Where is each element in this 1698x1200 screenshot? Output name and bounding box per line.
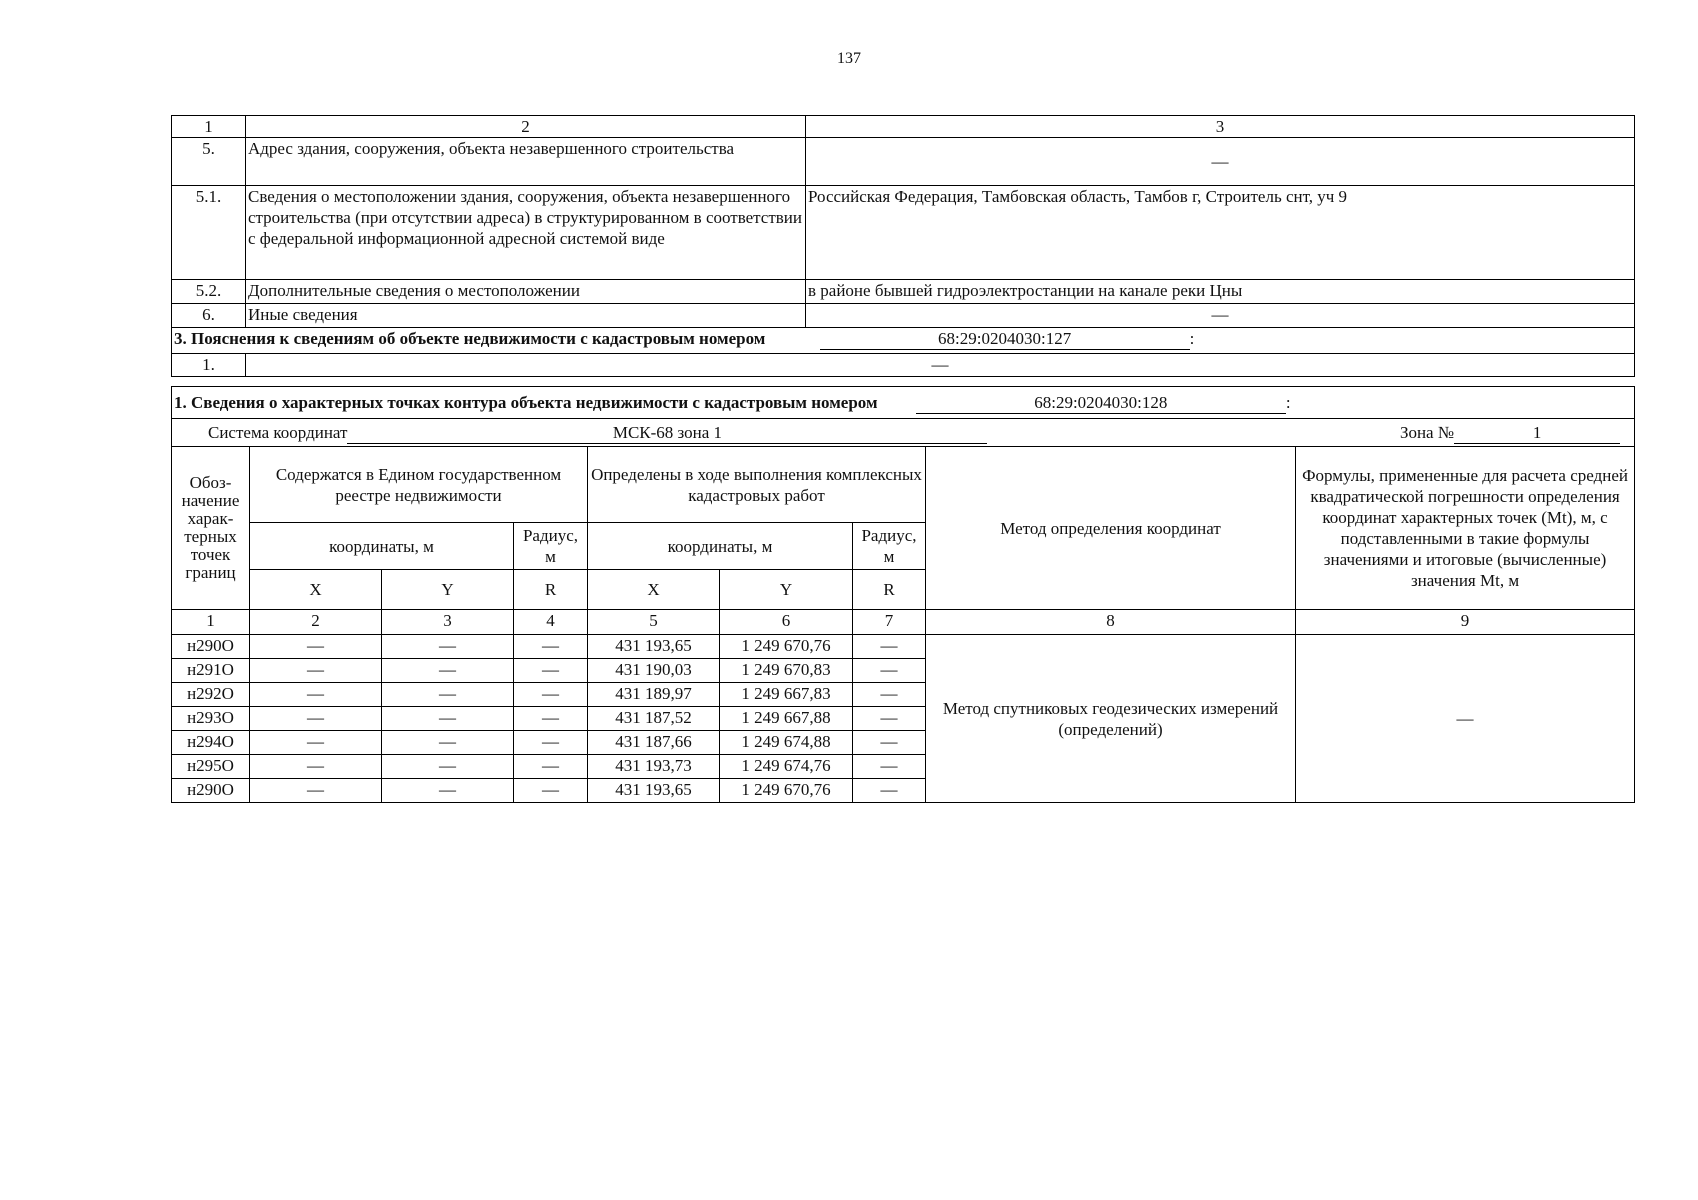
egrn-r: —	[514, 683, 588, 707]
egrn-x: —	[250, 779, 382, 803]
col-number: 5	[588, 610, 720, 635]
section-3-title: 3. Пояснения к сведениям об объекте недвижимости с кадастровым номером	[174, 329, 766, 348]
determined-r: —	[853, 707, 926, 731]
col-number: 4	[514, 610, 588, 635]
point-id: н293О	[172, 707, 250, 731]
col-number: 2	[250, 610, 382, 635]
point-id: н292О	[172, 683, 250, 707]
egrn-x: —	[250, 659, 382, 683]
points-title-row	[172, 387, 1635, 419]
egrn-radius-header: Радиус, м	[514, 523, 588, 570]
determined-y: 1 249 667,88	[720, 707, 853, 731]
points-title: 1. Сведения о характерных точках контура объекта недвижимости с кадастровым номером	[174, 392, 878, 412]
col-number: 3	[806, 116, 1635, 138]
egrn-header: Содержатся в Едином государственном реестре недвижимости	[250, 447, 588, 523]
coord-system-label: Система координат	[208, 422, 348, 442]
row-label: Адрес здания, сооружения, объекта незавершенного строительства	[246, 138, 806, 186]
section-3-title-row	[172, 328, 1635, 354]
egrn-x: —	[250, 635, 382, 659]
determined-r-header: R	[853, 570, 926, 610]
col-number: 8	[926, 610, 1296, 635]
section-3-cadastral-number: 68:29:0204030:127	[820, 329, 1190, 350]
egrn-x: —	[250, 683, 382, 707]
row-number: 5.2.	[172, 280, 246, 304]
row-value: в районе бывшей гидроэлектростанции на канале реки Цны	[806, 280, 1635, 304]
determined-header: Определены в ходе выполнения комплексных кадастровых работ	[588, 447, 926, 523]
determined-radius-header: Радиус, м	[853, 523, 926, 570]
column-number-row	[172, 610, 1635, 635]
determined-r: —	[853, 635, 926, 659]
col-number: 9	[1296, 610, 1635, 635]
point-id: н291О	[172, 659, 250, 683]
section-3-row	[172, 354, 1635, 377]
row-number: 6.	[172, 304, 246, 328]
determined-y-header: Y	[720, 570, 853, 610]
col-number: 1	[172, 116, 246, 138]
egrn-r: —	[514, 731, 588, 755]
zone-label: Зона №	[1399, 423, 1455, 442]
method-header: Метод определения координат	[926, 447, 1296, 610]
egrn-y: —	[382, 683, 514, 707]
determined-r: —	[853, 659, 926, 683]
determined-x: 431 187,66	[588, 731, 720, 755]
designation-header: Обоз-начение харак-терных точек границ	[172, 447, 250, 610]
determined-x-header: X	[588, 570, 720, 610]
row-value: —	[246, 354, 1635, 377]
egrn-y: —	[382, 707, 514, 731]
points-colon: :	[1285, 392, 1291, 412]
column-number-row	[172, 116, 1635, 138]
egrn-x: —	[250, 707, 382, 731]
determined-x: 431 193,65	[588, 779, 720, 803]
determined-r: —	[853, 731, 926, 755]
egrn-y: —	[382, 755, 514, 779]
formulas-header: Формулы, примененные для расчета средней квадратической погрешности определения координат характерных точек (Mt), м, с подставленными в такие формулы значениями и итоговые (вычисленные) значения Mt, м	[1296, 447, 1635, 610]
row-value: —	[806, 304, 1635, 328]
info-row	[172, 186, 1635, 280]
col-number: 2	[246, 116, 806, 138]
point-id: н295О	[172, 755, 250, 779]
point-id: н290О	[172, 779, 250, 803]
zone-value: 1	[1454, 423, 1620, 444]
egrn-r: —	[514, 659, 588, 683]
egrn-x: —	[250, 731, 382, 755]
determined-x: 431 187,52	[588, 707, 720, 731]
col-number: 6	[720, 610, 853, 635]
determined-y: 1 249 674,76	[720, 755, 853, 779]
determined-r: —	[853, 683, 926, 707]
determined-y: 1 249 670,76	[720, 635, 853, 659]
egrn-x-header: X	[250, 570, 382, 610]
determined-y: 1 249 670,83	[720, 659, 853, 683]
determined-r: —	[853, 779, 926, 803]
characteristic-points-table	[171, 386, 1635, 803]
row-number: 5.	[172, 138, 246, 186]
determined-r: —	[853, 755, 926, 779]
object-info-table	[171, 115, 1635, 377]
determined-x: 431 190,03	[588, 659, 720, 683]
egrn-y-header: Y	[382, 570, 514, 610]
egrn-r: —	[514, 779, 588, 803]
egrn-y: —	[382, 635, 514, 659]
section-3-colon: :	[1189, 329, 1195, 348]
determined-x: 431 193,65	[588, 635, 720, 659]
coord-system-value: МСК-68 зона 1	[347, 423, 987, 444]
point-id: н290О	[172, 635, 250, 659]
egrn-r: —	[514, 755, 588, 779]
col-number: 3	[382, 610, 514, 635]
info-row	[172, 280, 1635, 304]
info-row	[172, 138, 1635, 186]
coord-system-row	[172, 419, 1635, 447]
row-number: 1.	[172, 354, 246, 377]
page-number: 137	[837, 50, 861, 67]
egrn-y: —	[382, 659, 514, 683]
egrn-x: —	[250, 755, 382, 779]
egrn-y: —	[382, 731, 514, 755]
info-row	[172, 304, 1635, 328]
col-number: 7	[853, 610, 926, 635]
egrn-y: —	[382, 779, 514, 803]
row-label: Дополнительные сведения о местоположении	[246, 280, 806, 304]
table-row	[172, 635, 1635, 659]
formulas-value: —	[1296, 635, 1635, 803]
header-row-1	[172, 447, 1635, 523]
row-label: Иные сведения	[246, 304, 806, 328]
row-number: 5.1.	[172, 186, 246, 280]
points-cadastral-number: 68:29:0204030:128	[916, 393, 1286, 414]
egrn-coords-header: координаты, м	[250, 523, 514, 570]
point-id: н294О	[172, 731, 250, 755]
col-number: 1	[172, 610, 250, 635]
row-value: Российская Федерация, Тамбовская область, Тамбов г, Строитель снт, уч 9	[806, 186, 1635, 280]
determined-x: 431 189,97	[588, 683, 720, 707]
row-label: Сведения о местоположении здания, сооружения, объекта незавершенного строительства (при отсутствии адреса) в структурированном в соответствии с федеральной информационной адресной системой виде	[246, 186, 806, 280]
determined-x: 431 193,73	[588, 755, 720, 779]
determined-y: 1 249 674,88	[720, 731, 853, 755]
determined-y: 1 249 667,83	[720, 683, 853, 707]
row-value: —	[806, 138, 1635, 186]
egrn-r: —	[514, 635, 588, 659]
determined-coords-header: координаты, м	[588, 523, 853, 570]
egrn-r-header: R	[514, 570, 588, 610]
egrn-r: —	[514, 707, 588, 731]
determined-y: 1 249 670,76	[720, 779, 853, 803]
method-value: Метод спутниковых геодезических измерений (определений)	[926, 635, 1296, 803]
